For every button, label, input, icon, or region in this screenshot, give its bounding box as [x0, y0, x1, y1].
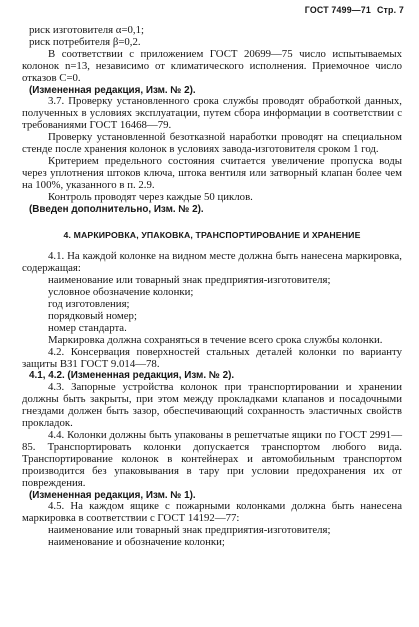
paragraph: Маркировка должна сохраняться в течение всего срока службы колонки.: [48, 333, 383, 346]
list-item: наименование или товарный знак предприятия-изготовителя;: [48, 524, 331, 537]
list-item: порядковый номер;: [48, 309, 137, 322]
document-body: [22, 25, 402, 549]
paragraph: В соответствии с приложением ГОСТ 20699—75 число испытываемых колонок n=13, независимо от климатического исполнения. Приемочное число отказов С=0.: [22, 47, 402, 84]
list-item: наименование и обозначение колонки;: [48, 536, 225, 549]
clause-4-2: 4.2. Консервация поверхностей стальных деталей колонки по варианту защиты ВЗ1 ГОСТ 9.014—78.: [22, 345, 402, 370]
page-number: Стр. 7: [376, 5, 404, 15]
paragraph: Проверку установленной безотказной наработки проводят на специальном стенде после хранения колонок в условиях завода-изготовителя сроком 1 год.: [22, 131, 402, 156]
standard-code: ГОСТ 7499—71: [304, 5, 371, 15]
clause-3-7: 3.7. Проверку установленного срока службы проводят обработкой данных, полученных в условиях эксплуатации, путем сбора информации в соответствии с требованиями ГОСТ 16468—79.: [22, 95, 402, 132]
amendment-note: (Измененная редакция, Изм. № 1).: [29, 489, 196, 501]
list-item: год изготовления;: [48, 298, 130, 311]
list-item: условное обозначение колонки;: [48, 286, 194, 299]
paragraph: Контроль проводят через каждые 50 циклов.: [48, 190, 253, 203]
amendment-note: 4.1, 4.2. (Измененная редакция, Изм. № 2).: [29, 370, 235, 382]
paragraph: риск изготовителя α=0,1;: [29, 24, 145, 36]
clause-4-4: 4.4. Колонки должны быть упакованы в решетчатые ящики по ГОСТ 2991—85. Транспортировать колонки допускается транспортом любого вида. Транспортирование колонок в контейнерах и автомобильным транспортом производится без упаковывания в тару при условии предохранения их от повреждения.: [22, 429, 402, 489]
paragraph: Критерием предельного состояния считается увеличение пропуска воды через уплотнения штоков ключа, штока вентиля или затворный клапан более чем на 100%, указанного в п. 2.9.: [22, 154, 402, 191]
clause-4-1: 4.1. На каждой колонке на видном месте должна быть нанесена маркировка, содержащая:: [22, 250, 402, 275]
clause-4-3: 4.3. Запорные устройства колонок при транспортировании и хранении должны быть закрыты, при этом между прокладками клапанов и посадочными гнездами должен быть зазор, обеспечивающий сохранность эластичных свойств прокладок.: [22, 381, 402, 430]
clause-4-5: 4.5. На каждом ящике с пожарными колонками должна быть нанесена маркировка в соответствии с ГОСТ 14192—77:: [22, 500, 402, 525]
paragraph: риск потребителя β=0,2.: [29, 35, 141, 48]
list-item: наименование или товарный знак предприятия-изготовителя;: [48, 274, 331, 287]
list-item: номер стандарта.: [48, 321, 127, 334]
amendment-note: (Измененная редакция, Изм. № 2).: [29, 84, 196, 96]
page-header: [305, 5, 404, 15]
amendment-note: (Введен дополнительно, Изм. № 2).: [29, 203, 204, 215]
section-heading: 4. МАРКИРОВКА, УПАКОВКА, ТРАНСПОРТИРОВАНИЕ И ХРАНЕНИЕ: [63, 229, 361, 240]
